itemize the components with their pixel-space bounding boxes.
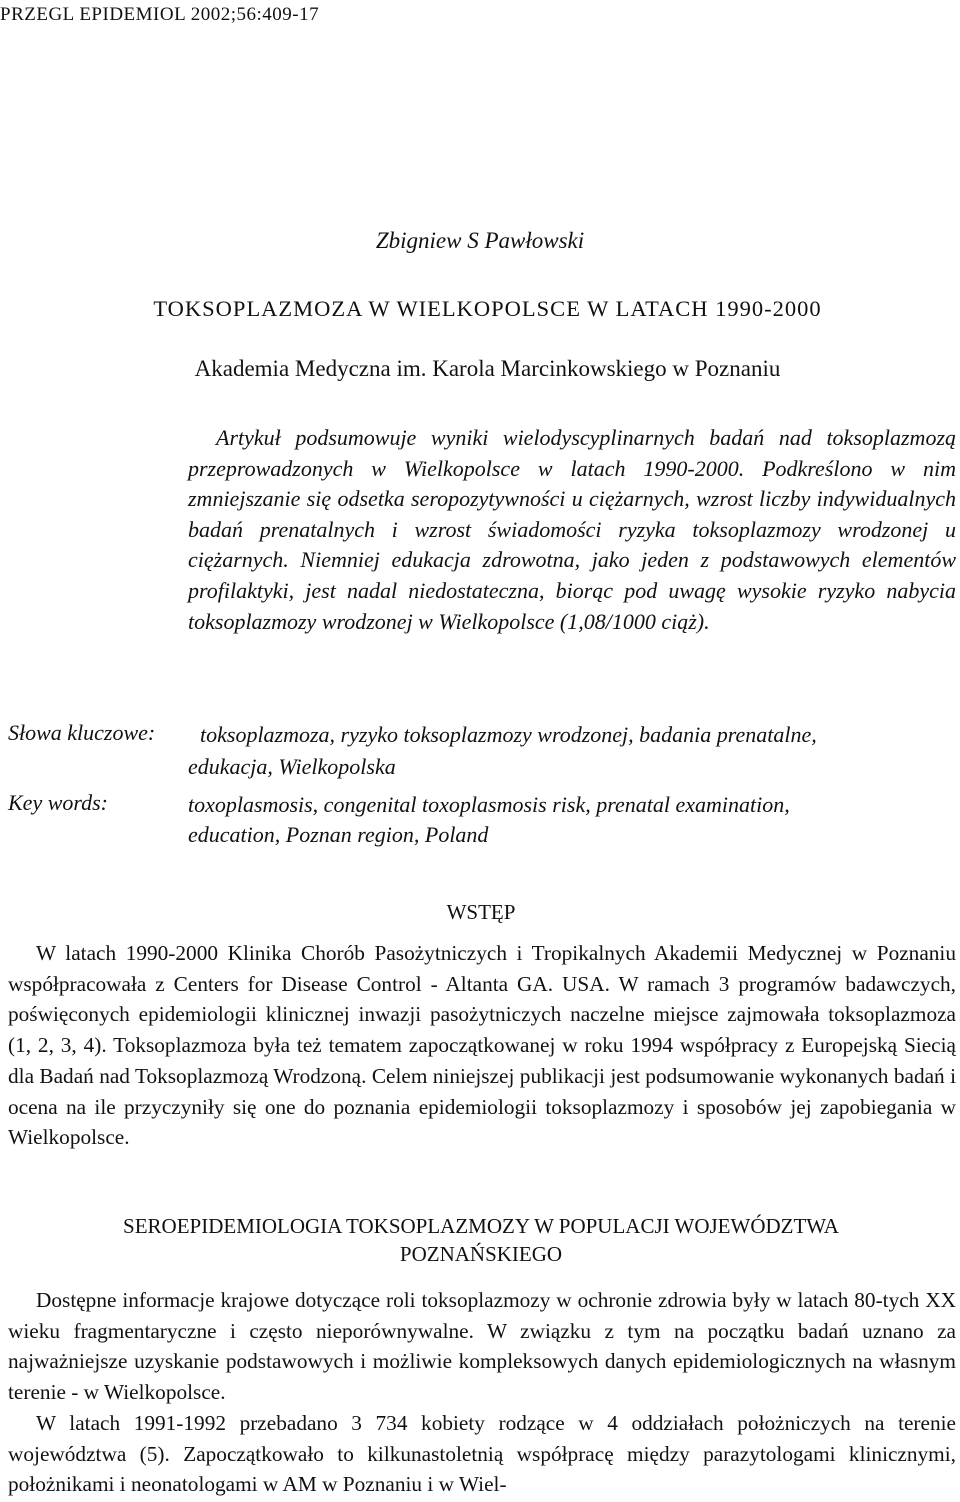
intro-text: W latach 1990-2000 Klinika Chorób Pasożytniczych i Tropikalnych Akademii Medycznej w Poznaniu współpracowała z Centers for Disease Control - Altanta GA. USA. W ramach 3 programów badawczych, poświęconych epidemiologii klinicznej inwazji pasożytniczych naczelne miejsce zajmowała toksoplazmoza (1, 2, 3, 4). Toksoplazmoza była też tematem zapoczątkowanej w roku 1994 współpracy z Europejską Siecią dla Badań nad Toksoplazmozą Wrodzoną. Celem niniejszej publikacji jest podsumowanie wykonanych badań i ocena na ile przyczyniły się one do poznania epidemiologii toksoplazmozy i sposobów jej zapobiegania w Wielkopolsce. xyxy=(8,941,956,1150)
journal-header: PRZEGL EPIDEMIOL 2002;56:409-17 xyxy=(0,4,320,25)
keywords-en-label: Key words: xyxy=(8,790,109,815)
seroepi-paragraphs xyxy=(8,1285,956,1500)
section-heading-intro: WSTĘP xyxy=(446,900,516,924)
section-heading-seroepi-line1: SEROEPIDEMIOLOGIA TOKSOPLAZMOZY W POPULACJI WOJEWÓDZTWA xyxy=(123,1214,839,1238)
abstract-text: Artykuł podsumowuje wyniki wielodyscyplinarnych badań nad toksoplazmozą przeprowadzonych w Wielkopolsce w latach 1990-2000. Podkreślono w nim zmniejszanie się odsetka seropozytywności u ciężarnych, wzrost liczby indywidualnych badań prenatalnych i wzrost świadomości ryzyka toksoplazmozy wrodzonej u ciężarnych. Niemniej edukacja zdrowotna, jako jeden z podstawowych elementów profilaktyki, jest nadal niedostateczna, biorąc pod uwagę wysokie ryzyko nabycia toksoplazmozy wrodzonej w Wielkopolsce (1,08/1000 ciąż). xyxy=(188,425,956,634)
keywords-en-line2: education, Poznan region, Poland xyxy=(188,822,489,847)
seroepi-para1: Dostępne informacje krajowe dotyczące roli toksoplazmozy w ochronie zdrowia były w latach 80-tych XX wieku fragmentaryczne i często nieporównywalne. W związku z tym na początku badań uznano za najważniejsze uzyskanie podstawowych i możliwie kompleksowych danych epidemiologicznych na własnym terenie - w Wielkopolsce. xyxy=(8,1288,956,1405)
intro-paragraph xyxy=(8,938,956,1153)
author-name: Zbigniew S Pawłowski xyxy=(375,228,585,253)
article-title: TOKSOPLAZMOZA W WIELKOPOLSCE W LATACH 1990-2000 xyxy=(153,296,822,321)
abstract xyxy=(188,423,956,637)
keywords-pl-line2: edukacja, Wielkopolska xyxy=(188,754,396,779)
keywords-pl-label: Słowa kluczowe: xyxy=(8,720,156,745)
seroepi-para2: W latach 1991-1992 przebadano 3 734 kobiety rodzące w 4 oddziałach położniczych na terenie województwa (5). Zapoczątkowało to kilkunastoletnią współpracę między parazytologami klinicznymi, położnikami i neonatologami w AM w Poznaniu i w Wiel- xyxy=(8,1410,956,1497)
keywords-en-line1: toxoplasmosis, congenital toxoplasmosis risk, prenatal examination, xyxy=(188,792,790,817)
affiliation: Akademia Medyczna im. Karola Marcinkowskiego w Poznaniu xyxy=(194,356,781,381)
keywords-pl-line1: toksoplazmoza, ryzyko toksoplazmozy wrodzonej, badania prenatalne, xyxy=(200,722,817,747)
section-heading-seroepi-line2: POZNAŃSKIEGO xyxy=(399,1242,563,1266)
